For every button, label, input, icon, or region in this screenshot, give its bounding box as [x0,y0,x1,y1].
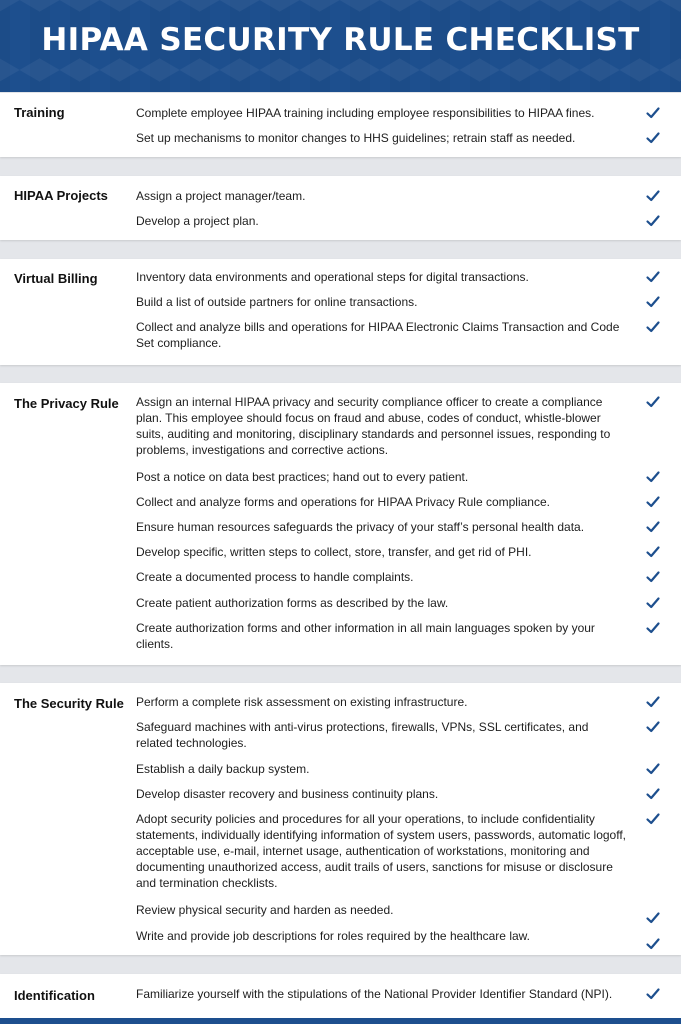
list-item: Post a notice on data best practices; hand out to every patient. [136,470,469,484]
section-security-rule [0,683,681,955]
list-item: Assign an internal HIPAA privacy and security compliance officer to create a compliance plan. This employee should focus on fraud and abuse, codes of conduct, whistle-blower suits, auditing and monitoring, disciplinary standards and personnel issues, responding to problems, investigations and corrective actions. [136,395,611,457]
section-label: HIPAA Projects [14,188,108,203]
list-item: Establish a daily backup system. [136,762,310,776]
section-label: The Privacy Rule [14,396,119,411]
checkmark-icon [645,394,661,410]
checkmark-icon [645,319,661,335]
checkmark-icon [645,786,661,802]
list-item: Develop a project plan. [136,214,259,228]
checkmark-icon [645,569,661,585]
section-identification [0,974,681,1018]
list-item: Create patient authorization forms as described by the law. [136,596,449,610]
list-item: Write and provide job descriptions for roles required by the healthcare law. [136,929,530,943]
checkmark-icon [645,294,661,310]
checkmark-icon [645,469,661,485]
section-privacy-rule [0,383,681,665]
list-item: Set up mechanisms to monitor changes to HHS guidelines; retrain staff as needed. [136,131,576,145]
section-hipaa-projects [0,176,681,240]
checkmark-icon [645,719,661,735]
list-item: Inventory data environments and operational steps for digital transactions. [136,270,529,284]
list-item: Safeguard machines with anti-virus protections, firewalls, VPNs, SSL certificates, and related technologies. [136,720,589,750]
list-item: Develop specific, written steps to collect, store, transfer, and get rid of PHI. [136,545,532,559]
list-item: Adopt security policies and procedures for all your operations, to include confidentiality statements, individually identifying information of system users, passwords, automatic logoff, acceptable use, e-mail, internet usage, authentication of workstations, monitoring and documenting unauthorized access, audit trails of users, sanctions for misuse or disclosure and termination checklists. [136,812,627,890]
list-item: Perform a complete risk assessment on existing infrastructure. [136,695,468,709]
checkmark-icon [645,694,661,710]
checkmark-icon [645,130,661,146]
checkmark-icon [645,213,661,229]
list-item: Collect and analyze forms and operations for HIPAA Privacy Rule compliance. [136,495,550,509]
checkmark-icon [645,761,661,777]
checkmark-icon [645,910,661,926]
list-item: Review physical security and harden as needed. [136,903,394,917]
checkmark-icon [645,188,661,204]
list-item: Assign a project manager/team. [136,189,306,203]
list-item: Ensure human resources safeguards the privacy of your staff’s personal health data. [136,520,585,534]
list-item: Build a list of outside partners for online transactions. [136,295,418,309]
checkmark-icon [645,620,661,636]
page-title: HIPAA SECURITY RULE CHECKLIST [41,22,640,58]
section-label: Identification [14,988,95,1003]
checkmark-icon [645,544,661,560]
checkmark-icon [645,811,661,827]
section-label: Training [14,105,65,120]
list-item: Complete employee HIPAA training including employee responsibilities to HIPAA fines. [136,106,595,120]
header-banner [0,0,681,92]
section-label: The Security Rule [14,696,124,711]
checkmark-icon [645,519,661,535]
checkmark-icon [645,105,661,121]
checkmark-icon [645,269,661,285]
footer-bar [0,1018,681,1024]
checkmark-icon [645,986,661,1002]
checkmark-icon [645,595,661,611]
section-training [0,93,681,157]
list-item: Create authorization forms and other information in all main languages spoken by your clients. [136,621,595,651]
list-item: Create a documented process to handle complaints. [136,570,414,584]
list-item: Collect and analyze bills and operations for HIPAA Electronic Claims Transaction and Code Set compliance. [136,320,620,350]
section-virtual-billing [0,259,681,365]
list-item: Familiarize yourself with the stipulations of the National Provider Identifier Standard (NPI). [136,987,613,1001]
checkmark-icon [645,494,661,510]
checkmark-icon [645,936,661,952]
section-label: Virtual Billing [14,271,98,286]
list-item: Develop disaster recovery and business continuity plans. [136,787,439,801]
